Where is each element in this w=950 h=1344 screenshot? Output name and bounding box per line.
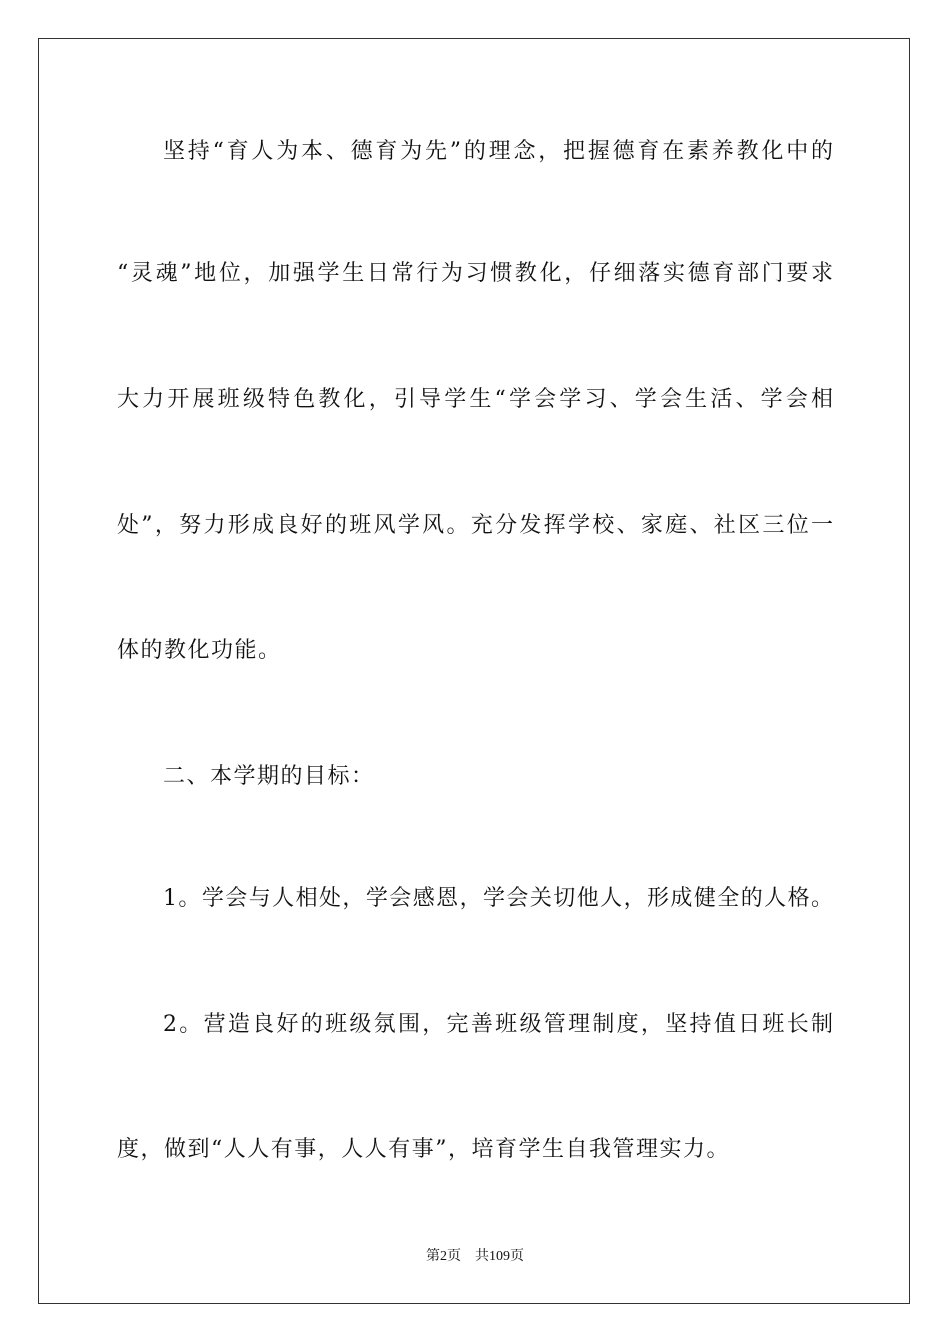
section-heading: 二、本学期的目标： (163, 764, 375, 789)
paragraph-line-1: 坚持“育人为本、德育为先”的理念，把握德育在素养教化中的 (163, 139, 833, 164)
footer-total-prefix: 共 (475, 1249, 489, 1264)
paragraph-line-4: 处”，努力形成良好的班风学风。充分发挥学校、家庭、社区三位一 (117, 513, 833, 538)
footer-total-suffix: 页 (510, 1249, 524, 1264)
footer-total-pages: 109 (489, 1249, 510, 1264)
footer-page-number: 2 (440, 1249, 447, 1264)
paragraph-line-2: “灵魂”地位，加强学生日常行为习惯教化，仔细落实德育部门要求 (117, 261, 833, 286)
page-footer (0, 1247, 950, 1267)
goal-item-2-line-2: 度，做到“人人有事，人人有事”，培育学生自我管理实力。 (117, 1137, 730, 1162)
page-frame (38, 38, 910, 1304)
footer-page-prefix: 第 (426, 1249, 440, 1264)
paragraph-line-5: 体的教化功能。 (117, 638, 282, 663)
goal-item-2-line-1: 2。营造良好的班级氛围，完善班级管理制度，坚持值日班长制 (163, 1012, 833, 1037)
goal-item-1: 1。学会与人相处，学会感恩，学会关切他人，形成健全的人格。 (163, 886, 833, 911)
footer-page-suffix: 页 (447, 1249, 461, 1264)
paragraph-line-3: 大力开展班级特色教化，引导学生“学会学习、学会生活、学会相 (117, 387, 833, 412)
